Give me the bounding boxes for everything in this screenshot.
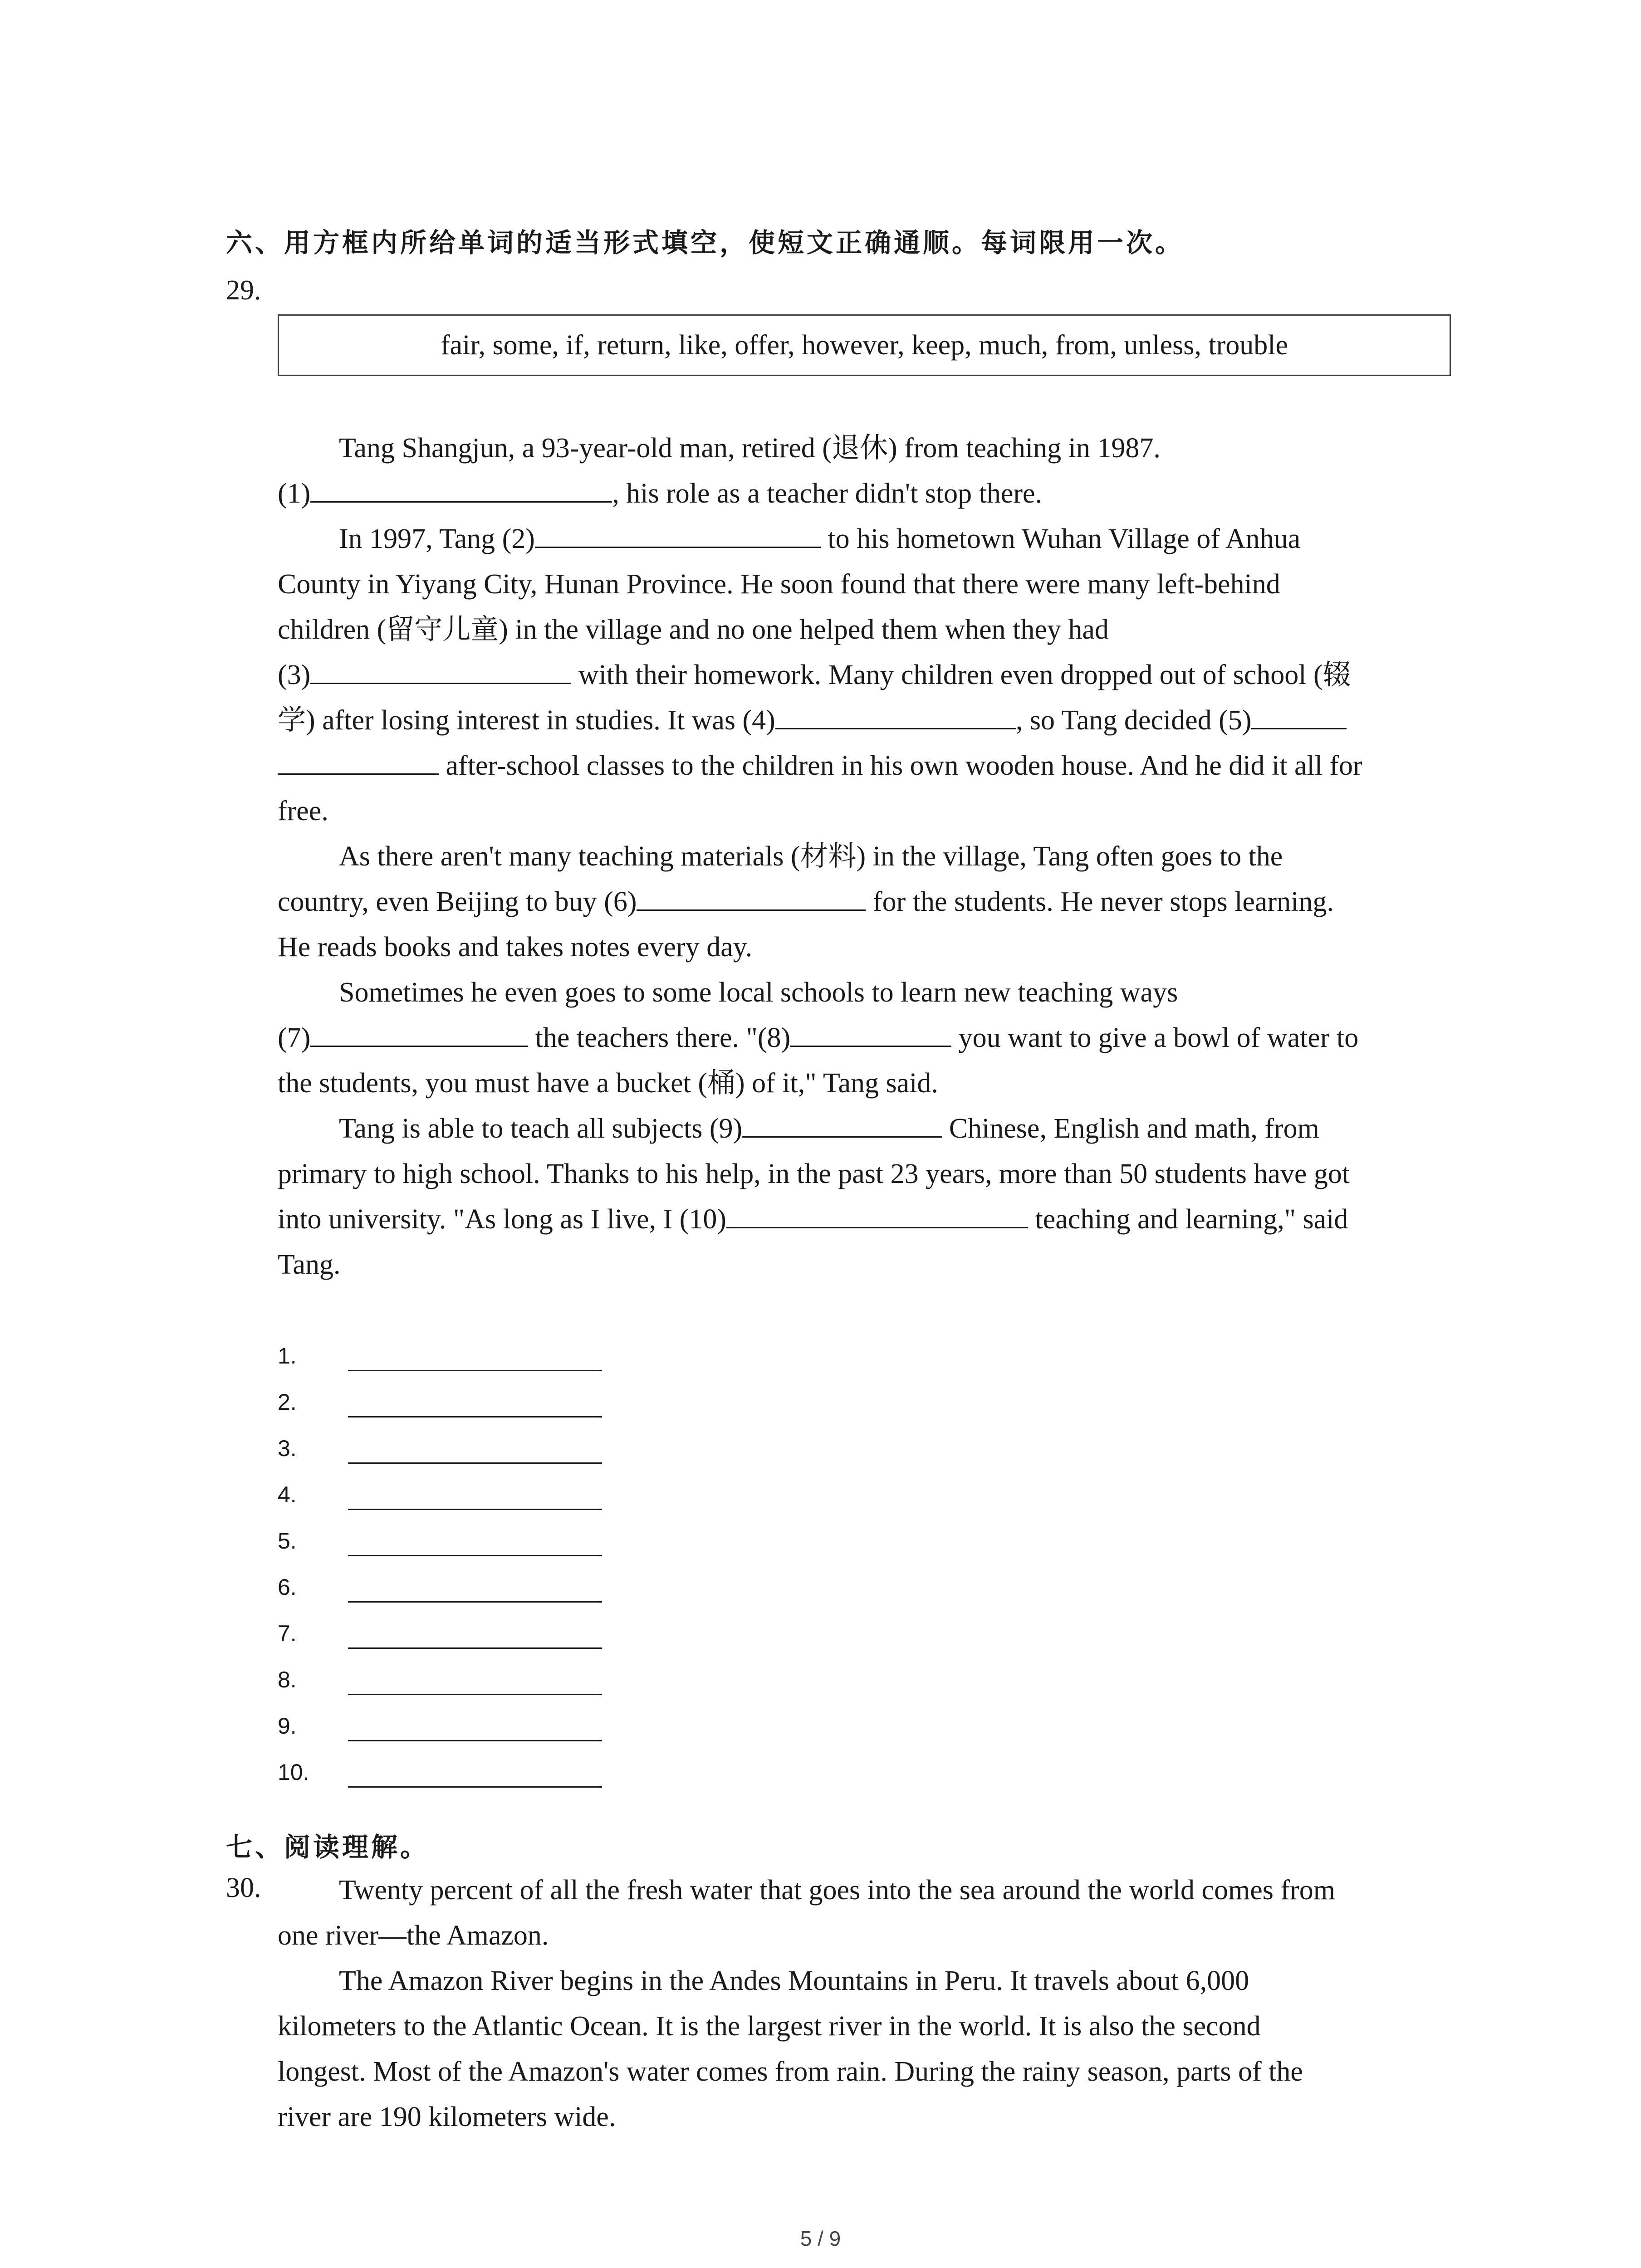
passage-line: primary to high school. Thanks to his help, in the past 23 years, more than 50 students have got [278,1158,1350,1189]
answer-number: 8. [278,1667,297,1692]
passage-text: , so Tang decided (5) [1015,705,1252,736]
blank-label: (3) [278,660,311,690]
answer-blank-3[interactable] [310,656,571,684]
passage-line [278,1106,1471,1151]
answer-blank-7[interactable] [310,1019,528,1047]
passage-line [278,1197,1471,1242]
question-number: 30. [226,1872,261,1903]
answer-number: 4. [278,1482,297,1507]
passage-text: Tang is able to teach all subjects (9) [339,1113,743,1144]
passage-text: 学) after losing interest in studies. It was (4) [278,705,775,736]
passage-line [278,879,1471,924]
reading-passage [278,1867,1471,2140]
passage-text: the teachers there. "(8) [528,1022,791,1053]
answer-blank-4[interactable] [775,702,1016,729]
answer-line[interactable] [348,1601,602,1603]
answer-line[interactable] [348,1694,602,1695]
passage-line: County in Yiyang City, Hunan Province. He soon found that there were many left-behind [278,569,1280,600]
blank-label: (7) [278,1022,311,1053]
passage-line: free. [278,796,328,826]
answer-number: 2. [278,1389,297,1415]
passage-text: country, even Beijing to buy (6) [278,886,637,917]
passage-line: Sometimes he even goes to some local schools to learn new teaching ways [339,977,1178,1008]
passage-text: you want to give a bowl of water to [951,1022,1359,1053]
answer-line[interactable] [348,1786,602,1788]
answer-blank-6[interactable] [637,883,866,911]
passage-line: The Amazon River begins in the Andes Mountains in Peru. It travels about 6,000 [339,1965,1249,1996]
passage-text: , his role as a teacher didn't stop there. [612,478,1043,509]
section-heading: 七、阅读理解。 [226,1832,430,1862]
passage-line: Tang. [278,1249,341,1280]
answer-number: 3. [278,1436,297,1461]
answer-line[interactable] [348,1462,602,1464]
passage-line: kilometers to the Atlantic Ocean. It is the largest river in the world. It is also the second [278,2011,1261,2042]
answer-line[interactable] [348,1740,602,1741]
answer-number: 7. [278,1621,297,1646]
answer-blank-5[interactable] [1251,702,1347,729]
passage-text: after-school classes to the children in his own wooden house. And he did it all for [439,750,1362,781]
answer-number: 6. [278,1574,297,1600]
answer-blank-10[interactable] [726,1201,1028,1228]
answer-number: 10. [278,1760,309,1785]
passage-line: longest. Most of the Amazon's water comes from rain. During the rainy season, parts of the [278,2056,1303,2087]
page-number: 5 / 9 [800,2227,841,2250]
passage-line: Twenty percent of all the fresh water that goes into the sea around the world comes from [339,1875,1335,1906]
answer-blank-2[interactable] [535,520,821,548]
answer-number: 9. [278,1713,297,1739]
word-box-text: fair, some, if, return, like, offer, however, keep, much, from, unless, trouble [440,329,1288,361]
section-heading: 六、用方框内所给单词的适当形式填空，使短文正确通顺。每词限用一次。 [226,227,1185,258]
answer-line[interactable] [348,1647,602,1649]
passage-line: children (留守儿童) in the village and no one helped them when they had [278,614,1109,645]
blank-label: (1) [278,478,311,509]
passage-text: into university. "As long as I live, I (10) [278,1204,727,1235]
answer-line[interactable] [348,1416,602,1418]
answer-number: 5. [278,1528,297,1554]
passage-line: Tang Shangjun, a 93-year-old man, retired (退休) from teaching in 1987. [339,433,1161,464]
passage-text: for the students. He never stops learning. [866,886,1334,917]
passage-line [278,516,1471,562]
passage-text: with their homework. Many children even dropped out of school (辍 [571,660,1351,690]
answer-number: 1. [278,1343,297,1369]
answer-blank-5-continued[interactable] [278,747,439,775]
passage-line: river are 190 kilometers wide. [278,2102,616,2132]
passage-text: to his hometown Wuhan Village of Anhua [820,523,1301,554]
word-box [278,314,1451,376]
answer-line[interactable] [348,1509,602,1510]
passage-line: one river—the Amazon. [278,1920,549,1951]
passage-line [278,652,1471,698]
passage-line [278,698,1471,743]
passage-line [278,743,1471,788]
passage-text: Chinese, English and math, from [942,1113,1319,1144]
passage-line: He reads books and takes notes every day. [278,932,753,963]
passage-line [278,1015,1471,1061]
passage-line: the students, you must have a bucket (桶) of it," Tang said. [278,1068,938,1099]
passage-line: As there aren't many teaching materials (材料) in the village, Tang often goes to the [339,841,1283,872]
answer-blank-1[interactable] [310,475,612,503]
question-number: 29. [226,275,261,306]
answer-blank-9[interactable] [742,1110,942,1138]
passage-line [278,471,1471,516]
answer-line[interactable] [348,1555,602,1556]
passage [278,425,1471,1287]
answer-blank-8[interactable] [790,1019,951,1047]
passage-text: In 1997, Tang (2) [339,523,535,554]
passage-text: teaching and learning," said [1028,1204,1348,1235]
answer-line[interactable] [348,1370,602,1371]
